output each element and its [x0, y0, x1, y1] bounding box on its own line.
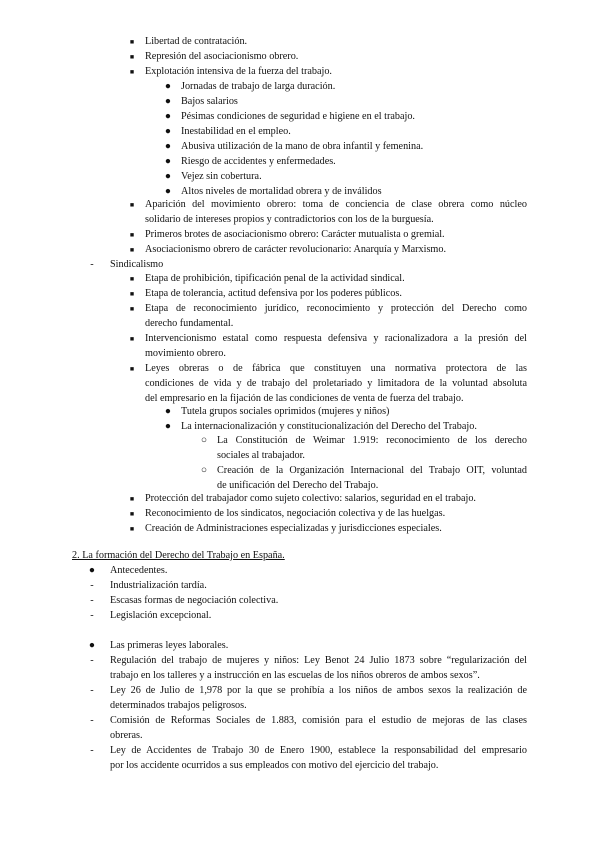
- list-item: Abusiva utilización de la mano de obra infantil y femenina.: [181, 141, 424, 152]
- square-bullet-icon: ■: [129, 525, 135, 533]
- list-item: Tutela grupos sociales oprimidos (mujeres y niños): [181, 406, 390, 417]
- list-item: Bajos salarios: [181, 96, 238, 107]
- dash-bullet-icon: -: [90, 259, 94, 270]
- list-item: Industrialización tardía.: [110, 580, 207, 591]
- dash-bullet-icon: -: [90, 655, 94, 666]
- list-item: Protección del trabajador como sujeto colectivo: salarios, seguridad en el trabajo.: [145, 493, 476, 504]
- square-bullet-icon: ■: [129, 275, 135, 283]
- list-item: Explotación intensiva de la fuerza del trabajo.: [145, 66, 332, 77]
- list-item: Jornadas de trabajo de larga duración.: [181, 81, 336, 92]
- list-item: Inestabilidad en el empleo.: [181, 126, 291, 137]
- list-item: Asociacionismo obrero de carácter revolucionario: Anarquía y Marxismo.: [145, 244, 446, 255]
- list-item: Primeros brotes de asociacionismo obrero: Carácter mutualista o gremial.: [145, 229, 445, 240]
- square-bullet-icon: ■: [129, 231, 135, 239]
- square-bullet-icon: ■: [129, 246, 135, 254]
- list-item: Intervencionismo estatal como respuesta defensiva y racionalizadora a la presión del: [145, 333, 527, 344]
- list-item: solidario de intereses propios y contradictorios con los de la burguesía.: [145, 214, 434, 225]
- list-item: condiciones de vida y de trabajo del proletariado y limitadora de la voluntad absoluta: [145, 378, 527, 389]
- list-item: La Constitución de Weimar 1.919: reconocimiento de los derecho: [217, 435, 527, 446]
- dash-bullet-icon: -: [90, 685, 94, 696]
- circle-bullet-icon: ○: [200, 465, 208, 476]
- list-item: del empresario en la fijación de las condiciones de venta de fuerza del trabajo.: [145, 393, 464, 404]
- list-item: determinados trabajos peligrosos.: [110, 700, 247, 711]
- list-item: Etapa de prohibición, tipificación penal de la actividad sindical.: [145, 273, 405, 284]
- round-bullet-icon: ●: [164, 156, 172, 167]
- list-item: La internacionalización y constitucionalización del Derecho del Trabajo.: [181, 421, 477, 432]
- round-bullet-icon: ●: [164, 171, 172, 182]
- round-bullet-icon: ●: [164, 81, 172, 92]
- list-item: sociales al trabajador.: [217, 450, 305, 461]
- dash-bullet-icon: -: [90, 580, 94, 591]
- list-item: Legislación excepcional.: [110, 610, 212, 621]
- list-item: Creación de Administraciones especializadas y jurisdicciones especiales.: [145, 523, 442, 534]
- list-item: Represión del asociacionismo obrero.: [145, 51, 299, 62]
- list-item: Escasas formas de negociación colectiva.: [110, 595, 279, 606]
- dash-bullet-icon: -: [90, 595, 94, 606]
- list-item: Regulación del trabajo de mujeres y niños: Ley Benot 24 Julio 1873 sobre “regularización del: [110, 655, 527, 666]
- dash-bullet-icon: -: [90, 715, 94, 726]
- list-item: Etapa de tolerancia, actitud defensiva por los poderes públicos.: [145, 288, 402, 299]
- round-bullet-icon: ●: [164, 126, 172, 137]
- list-item: trabajo en los talleres y a instrucción en las escuelas de los niños obreros de ambos sexos”.: [110, 670, 480, 681]
- list-item: Antecedentes.: [110, 565, 168, 576]
- list-item: Altos niveles de mortalidad obrera y de inválidos: [181, 186, 382, 197]
- list-item: Creación de la Organización Internacional del Trabajo OIT, voluntad: [217, 465, 527, 476]
- list-item: Libertad de contratación.: [145, 36, 248, 47]
- list-item: derecho fundamental.: [145, 318, 234, 329]
- list-item: Aparición del movimiento obrero: toma de conciencia de clase obrera como núcleo: [145, 199, 527, 210]
- list-item: Vejez sin cobertura.: [181, 171, 262, 182]
- round-bullet-icon: ●: [88, 640, 96, 651]
- dash-bullet-icon: -: [90, 745, 94, 756]
- list-item: Las primeras leyes laborales.: [110, 640, 229, 651]
- square-bullet-icon: ■: [129, 38, 135, 46]
- round-bullet-icon: ●: [164, 111, 172, 122]
- section-label: Sindicalismo: [110, 259, 164, 270]
- square-bullet-icon: ■: [129, 201, 135, 209]
- square-bullet-icon: ■: [129, 495, 135, 503]
- dash-bullet-icon: -: [90, 610, 94, 621]
- list-item: Leyes obreras o de fábrica que constituyen una normativa protectora de las: [145, 363, 527, 374]
- list-item: movimiento obrero.: [145, 348, 226, 359]
- list-item: Comisión de Reformas Sociales de 1.883, comisión para el estudio de mejoras de las clases: [110, 715, 527, 726]
- round-bullet-icon: ●: [164, 141, 172, 152]
- square-bullet-icon: ■: [129, 305, 135, 313]
- square-bullet-icon: ■: [129, 290, 135, 298]
- round-bullet-icon: ●: [164, 186, 172, 197]
- list-item: obreras.: [110, 730, 143, 741]
- list-item: Etapa de reconocimiento jurídico, reconocimiento y protección del Derecho como: [145, 303, 527, 314]
- round-bullet-icon: ●: [164, 96, 172, 107]
- square-bullet-icon: ■: [129, 365, 135, 373]
- square-bullet-icon: ■: [129, 68, 135, 76]
- round-bullet-icon: ●: [88, 565, 96, 576]
- section-heading: 2. La formación del Derecho del Trabajo en España.: [72, 550, 285, 561]
- list-item: Pésimas condiciones de seguridad e higiene en el trabajo.: [181, 111, 415, 122]
- square-bullet-icon: ■: [129, 53, 135, 61]
- circle-bullet-icon: ○: [200, 435, 208, 446]
- list-item: por los accidente ocurridos a sus empleados con motivo del ejercicio del trabajo.: [110, 760, 439, 771]
- round-bullet-icon: ●: [164, 421, 172, 432]
- list-item: Ley 26 de Julio de 1,978 por la que se prohíbía a los niños de ambos sexos la realización de: [110, 685, 527, 696]
- square-bullet-icon: ■: [129, 510, 135, 518]
- square-bullet-icon: ■: [129, 335, 135, 343]
- list-item: Ley de Accidentes de Trabajo 30 de Enero 1900, establece la responsabilidad del empresario: [110, 745, 527, 756]
- round-bullet-icon: ●: [164, 406, 172, 417]
- list-item: Riesgo de accidentes y enfermedades.: [181, 156, 336, 167]
- list-item: de unificación del Derecho del Trabajo.: [217, 480, 379, 491]
- list-item: Reconocimiento de los sindicatos, negociación colectiva y de las huelgas.: [145, 508, 446, 519]
